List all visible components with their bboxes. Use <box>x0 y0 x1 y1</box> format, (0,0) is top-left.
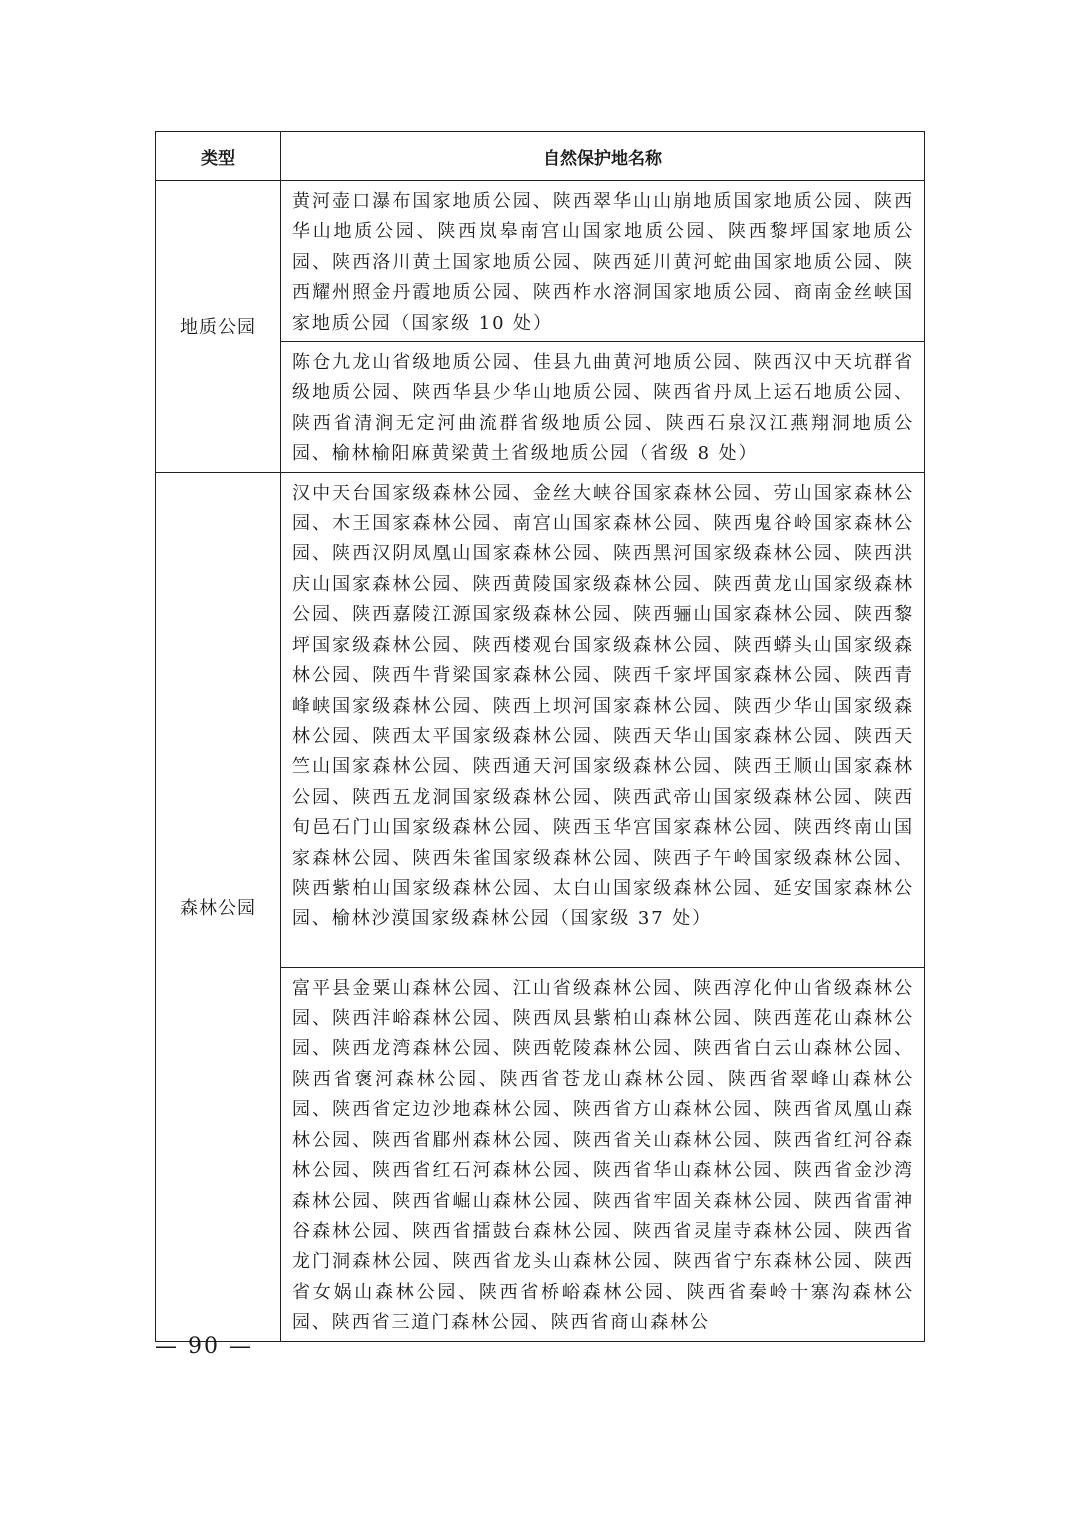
header-type: 类型 <box>156 132 281 181</box>
page-number: — 90 — <box>155 1334 253 1359</box>
geopark-national-list: 黄河壶口瀑布国家地质公园、陕西翠华山山崩地质国家地质公园、陕西华山地质公园、陕西岚皋南宫山国家地质公园、陕西黎坪国家地质公园、陕西洛川黄土国家地质公园、陕西延川黄河蛇曲国家地质公园、陕西耀州照金丹霞地质公园、陕西柞水溶洞国家地质公园、商南金丝峡国家地质公园（国家级 10 处） <box>281 181 925 342</box>
geopark-provincial-list: 陈仓九龙山省级地质公园、佳县九曲黄河地质公园、陕西汉中天坑群省级地质公园、陕西华县少华山地质公园、陕西省丹凤上运石地质公园、陕西省清涧无定河曲流群省级地质公园、陕西石泉汉江燕翔洞地质公园、榆林榆阳麻黄梁黄土省级地质公园（省级 8 处） <box>281 342 925 473</box>
forest-park-national-list: 汉中天台国家级森林公园、金丝大峡谷国家森林公园、劳山国家森林公园、木王国家森林公园、南宫山国家森林公园、陕西鬼谷岭国家森林公园、陕西汉阴凤凰山国家森林公园、陕西黑河国家级森林公园、陕西洪庆山国家森林公园、陕西黄陵国家级森林公园、陕西黄龙山国家级森林公园、陕西嘉陵江源国家级森林公园、陕西骊山国家森林公园、陕西黎坪国家级森林公园、陕西楼观台国家级森林公园、陕西蟒头山国家级森林公园、陕西牛背梁国家森林公园、陕西千家坪国家森林公园、陕西青峰峡国家级森林公园、陕西上坝河国家森林公园、陕西少华山国家级森林公园、陕西太平国家级森林公园、陕西天华山国家森林公园、陕西天竺山国家森林公园、陕西通天河国家级森林公园、陕西王顺山国家森林公园、陕西五龙洞国家级森林公园、陕西武帝山国家级森林公园、陕西旬邑石门山国家级森林公园、陕西玉华宫国家森林公园、陕西终南山国家森林公园、陕西朱雀国家级森林公园、陕西子午岭国家级森林公园、陕西紫柏山国家级森林公园、太白山国家级森林公园、延安国家森林公园、榆林沙漠国家级森林公园（国家级 37 处） <box>281 472 925 967</box>
table-row <box>156 181 925 342</box>
table-header-row <box>156 132 925 181</box>
forest-park-provincial-list: 富平县金粟山森林公园、江山省级森林公园、陕西淳化仲山省级森林公园、陕西沣峪森林公园、陕西凤县紫柏山森林公园、陕西莲花山森林公园、陕西龙湾森林公园、陕西乾陵森林公园、陕西省白云山森林公园、陕西省褒河森林公园、陕西省苍龙山森林公园、陕西省翠峰山森林公园、陕西省定边沙地森林公园、陕西省方山森林公园、陕西省凤凰山森林公园、陕西省郿州森林公园、陕西省关山森林公园、陕西省红河谷森林公园、陕西省红石河森林公园、陕西省华山森林公园、陕西省金沙湾森林公园、陕西省崛山森林公园、陕西省牢固关森林公园、陕西省雷神谷森林公园、陕西省擂鼓台森林公园、陕西省灵崖寺森林公园、陕西省龙门洞森林公园、陕西省龙头山森林公园、陕西省宁东森林公园、陕西省女娲山森林公园、陕西省桥峪森林公园、陕西省秦岭十寨沟森林公园、陕西省三道门森林公园、陕西省商山森林公 <box>281 967 925 1341</box>
header-name: 自然保护地名称 <box>281 132 925 181</box>
table-row <box>156 472 925 967</box>
type-cell-geopark: 地质公园 <box>156 181 281 473</box>
type-cell-forest-park: 森林公园 <box>156 472 281 1341</box>
protected-areas-table <box>155 131 925 1342</box>
